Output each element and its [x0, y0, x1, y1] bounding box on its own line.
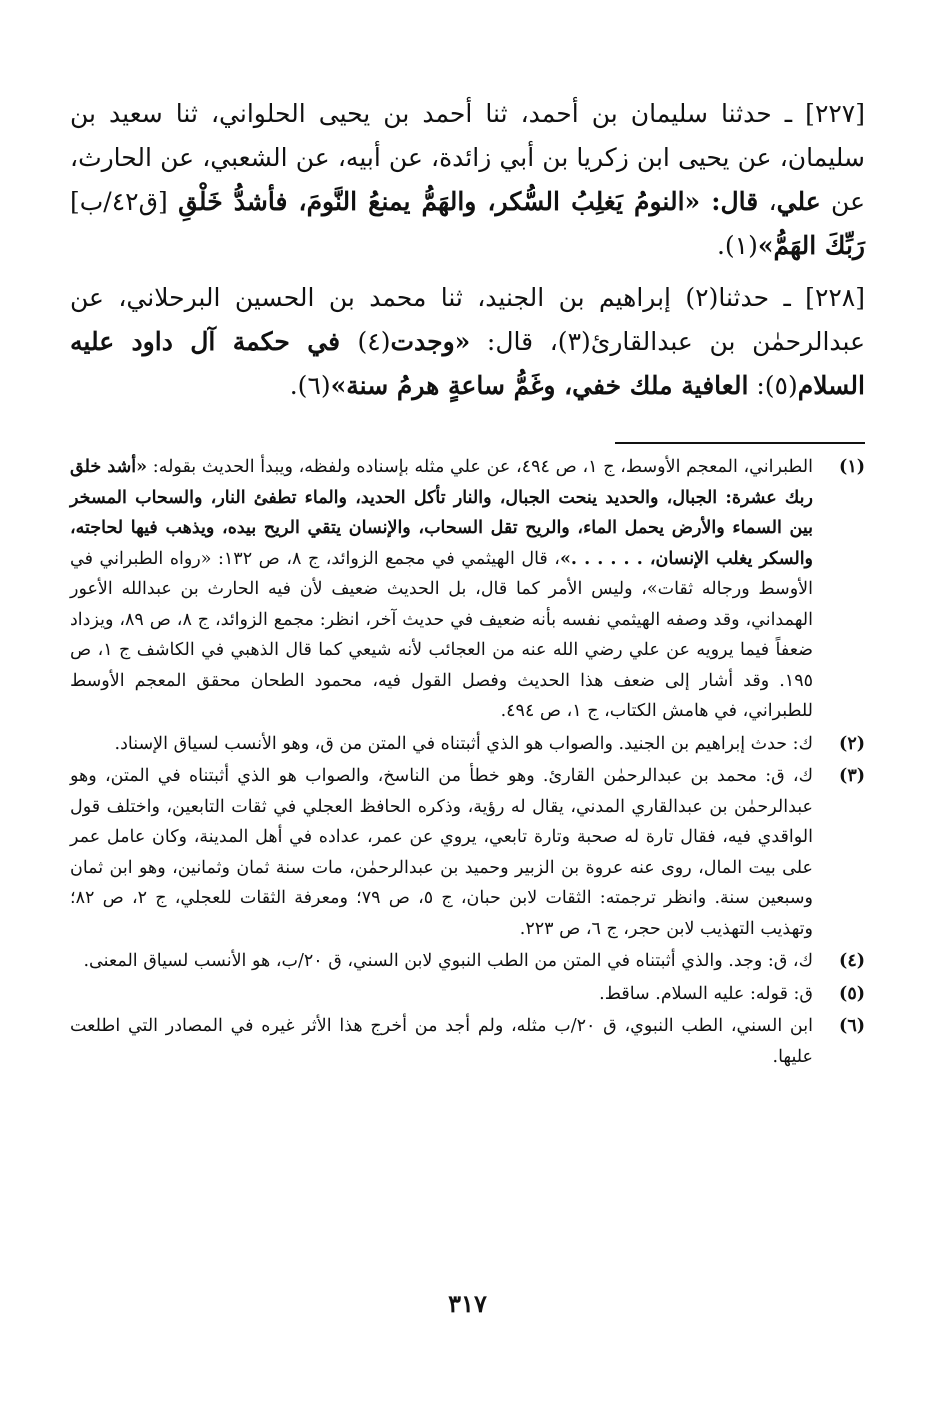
hadith-227-isnad: [٢٢٧] ـ حدثنا سليمان بن أحمد، ثنا أحمد بن يحيى الحلواني، ثنا سعيد بن سليمان، عن يحيى ابن زكريا بن أبي زائدة، عن أبيه، عن الشعبي، عن الحارث، عن — [70, 99, 865, 216]
hadith-228-start: [٢٢٨] ـ حدثنا — [718, 283, 865, 312]
footnote-text: ابن السني، الطب النبوي، ق ٢٠/ب مثله، ولم أجد من أخرج هذا الأثر غيره في المصادر التي اطلعت عليها. — [70, 1016, 813, 1067]
main-text — [70, 92, 865, 408]
footnote-number: (٥) — [839, 983, 865, 1004]
footnote-text: ك، ق: محمد بن عبدالرحمٰن القارئ. وهو خطأ من الناسخ، والصواب هو الذي أثبتناه في المتن، وهو عبدالرحمٰن بن عبدالقاري المدني، يقال له رؤية، وذكره الحافظ العجلي في ثقات التابعين، واختلف قول الواقدي فيه، فقال تارة له صحبة وتارة تابعي، يروي عن عمر، عداده في أهل المدينة، وكان عامل عمر على بيت المال، روى عنه عروة بن الزبير وحميد بن عبدالرحمٰن، مات سنة ثمان وثمانين، وهو ابن ثمان وسبعين سنة. وانظر ترجمته: الثقات لابن حبان، ج ٥، ص ٧٩؛ ومعرفة الثقات للعجلي، ج ٢، ص ٨٢؛ وتهذيب التهذيب لابن حجر، ج ٦، ص ٢٢٣. — [70, 766, 813, 939]
hadith-228-colon: : — [748, 371, 765, 400]
footnote-1-quote: «أشد خلق ربك عشرة: الجبال، والحديد ينحت الجبال، والنار تأكل الحديد، والماء تطفئ النار، والسحاب المسخر بين السماء والأرض يحمل الماء، والريح تقل السحاب، والإنسان يتقي الريح بيده، ويذهب فيها لحاجته، والسكر يغلب الإنسان، . . . . . .» — [70, 457, 814, 569]
hadith-228-isnad: إبراهيم بن الجنيد، ثنا محمد بن الحسين البرحلاني، عن عبدالرحمٰن بن عبدالقارئ — [70, 283, 865, 356]
footnote-text: ك، ق: وجد. والذي أثبتناه في المتن من الطب النبوي لابن السني، ق ٢٠/ب، هو الأنسب لسياق المعنى. — [83, 951, 813, 971]
hadith-228 — [70, 276, 865, 408]
footnote-2 — [70, 729, 865, 760]
hadith-228-ref-5: (٥) — [764, 371, 798, 400]
footnote-6 — [70, 1011, 865, 1072]
hadith-228-ref-2: (٢) — [685, 283, 719, 312]
footnotes — [70, 452, 865, 1072]
footnote-number: (٣) — [839, 766, 865, 786]
hadith-227-comma: ، — [758, 187, 777, 216]
hadith-228-wajadt: «وجدت — [390, 327, 471, 356]
footnote-number: (٤) — [839, 951, 865, 971]
hadith-227-matn: قال: «النومُ يَغلِبُ السُّكر، والهَمُّ يمنعُ النَّومَ، فأشدُّ خَلْقِ — [178, 187, 759, 216]
page-number: ٣١٧ — [448, 1289, 487, 1318]
footnote-divider — [615, 442, 865, 444]
footnote-1-part-a: الطبراني، المعجم الأوسط، ج ١، ص ٤٩٤، عن علي مثله بإسناده ولفظه، ويبدأ الحديث بقوله: — [147, 457, 813, 477]
hadith-227-ref: (١). — [716, 231, 758, 260]
hadith-228-qala: ، قال: — [470, 327, 558, 356]
footnote-5 — [70, 979, 865, 1010]
footnote-text: ك: حدث إبراهيم بن الجنيد. والصواب هو الذي أثبتناه في المتن من ق، وهو الأنسب لسياق الإسناد. — [114, 733, 813, 754]
footnote-4 — [70, 946, 865, 977]
hadith-227-folio: [ق٤٢/ب] — [70, 187, 179, 216]
footnote-1-part-c: ، قال الهيثمي في مجمع الزوائد، ج ٨، ص ١٣٢: «رواه الطبراني في الأوسط ورجاله ثقات»، وليس الأمر كما قال، بل الحديث ضعيف لأن فيه الحارث بن عبدالله الأعور الهمداني، وقد وصفه الهيثمي نفسه بأنه ضعيف في حديث آخر، انظر: مجمع الزوائد، ج ٨، ص ٨٩، ويزداد ضعفاً فيما يرويه عن علي رضي الله عنه من العجائب لأنه شيعي كما قال الذهبي في الكاشف ج ١، ص ١٩٥. وقد أشار إلى ضعف هذا الحديث وفصل القول فيه، محمود الطحان محقق المعجم الأوسط للطبراني، في هامش الكتاب، ج ١، ص ٤٩٤. — [70, 548, 814, 721]
hadith-227-ali: علي — [776, 187, 821, 216]
hadith-228-hikma: في حكمة آل داود عليه السلام — [70, 327, 865, 400]
footnote-1 — [70, 452, 865, 727]
hadith-228-ref-6: (٦). — [289, 371, 331, 400]
footnote-3 — [70, 761, 865, 944]
footnote-text — [70, 452, 813, 727]
hadith-227-matn-end: رَبِّكَ الهَمُّ» — [757, 231, 865, 260]
hadith-228-ref-4: (٤) — [357, 327, 391, 356]
hadith-228-matn: العافية ملك خفي، وغَمُّ ساعةٍ هرمُ سنة» — [330, 371, 749, 400]
footnote-number: (٢) — [839, 733, 865, 754]
footnote-number: (١) — [839, 457, 865, 477]
footnote-text: ق: قوله: عليه السلام. ساقط. — [599, 983, 813, 1004]
hadith-227 — [70, 92, 865, 268]
footnote-number: (٦) — [839, 1016, 865, 1036]
hadith-228-ref-3: (٣) — [557, 327, 591, 356]
